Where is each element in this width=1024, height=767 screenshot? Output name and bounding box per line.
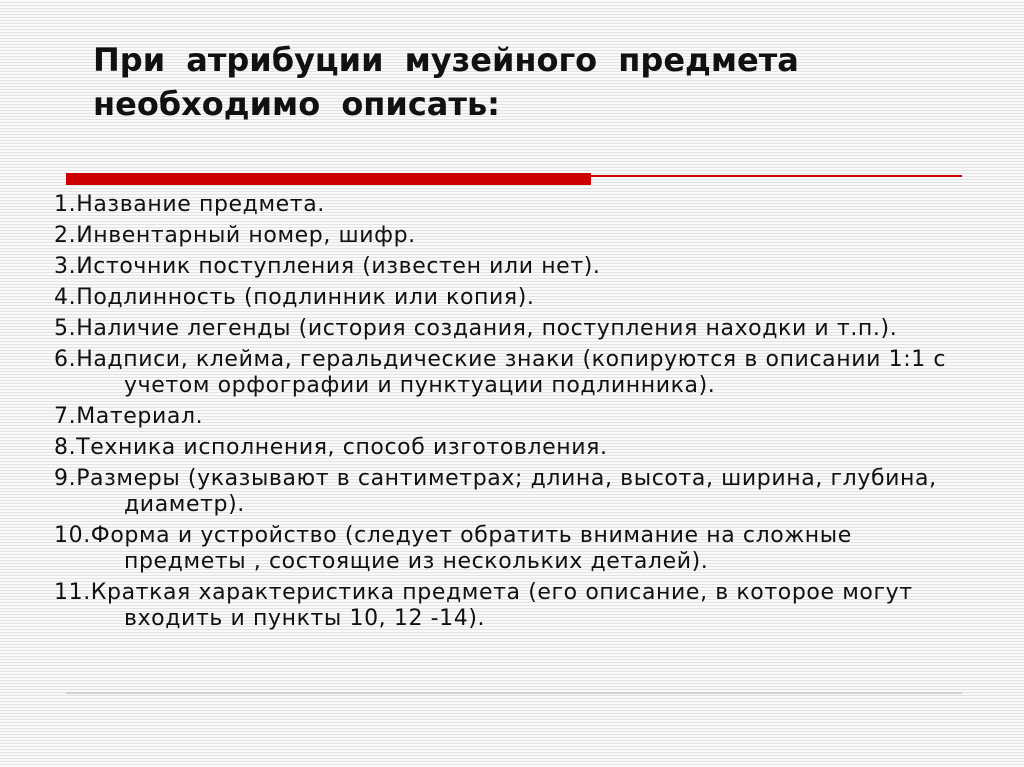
list-item-10: 10.Форма и устройство (следует обратить внимание на сложные предметы , состоящие из нескольких деталей).: [54, 523, 852, 574]
title-underline-thick: [66, 173, 591, 185]
list-item-9: 9.Размеры (указывают в сантиметрах; длина, высота, ширина, глубина, диаметр).: [54, 466, 937, 517]
list-item-4: 4.Подлинность (подлинник или копия).: [54, 285, 535, 310]
list-item-6: 6.Надписи, клейма, геральдические знаки (копируются в описании 1:1 с учетом орфографии и пунктуации подлинника).: [54, 347, 947, 398]
attribution-items-list: [54, 192, 974, 637]
list-item-11: 11.Краткая характеристика предмета (его описание, в которое могут входить и пункты 10, 12 -14).: [54, 580, 913, 631]
title-underline-thin: [591, 175, 962, 177]
list-item-3: 3.Источник поступления (известен или нет).: [54, 254, 601, 279]
list-item-7: 7.Материал.: [54, 404, 204, 429]
list-item-5: 5.Наличие легенды (история создания, поступления находки и т.п.).: [54, 316, 898, 341]
list-item-2: 2.Инвентарный номер, шифр.: [54, 223, 416, 248]
bottom-divider: [66, 692, 962, 694]
list-item-8: 8.Техника исполнения, способ изготовления.: [54, 435, 608, 460]
list-item-1: 1.Название предмета.: [54, 192, 325, 217]
slide-title: При атрибуции музейного предмета необходимо описать:: [93, 41, 799, 123]
